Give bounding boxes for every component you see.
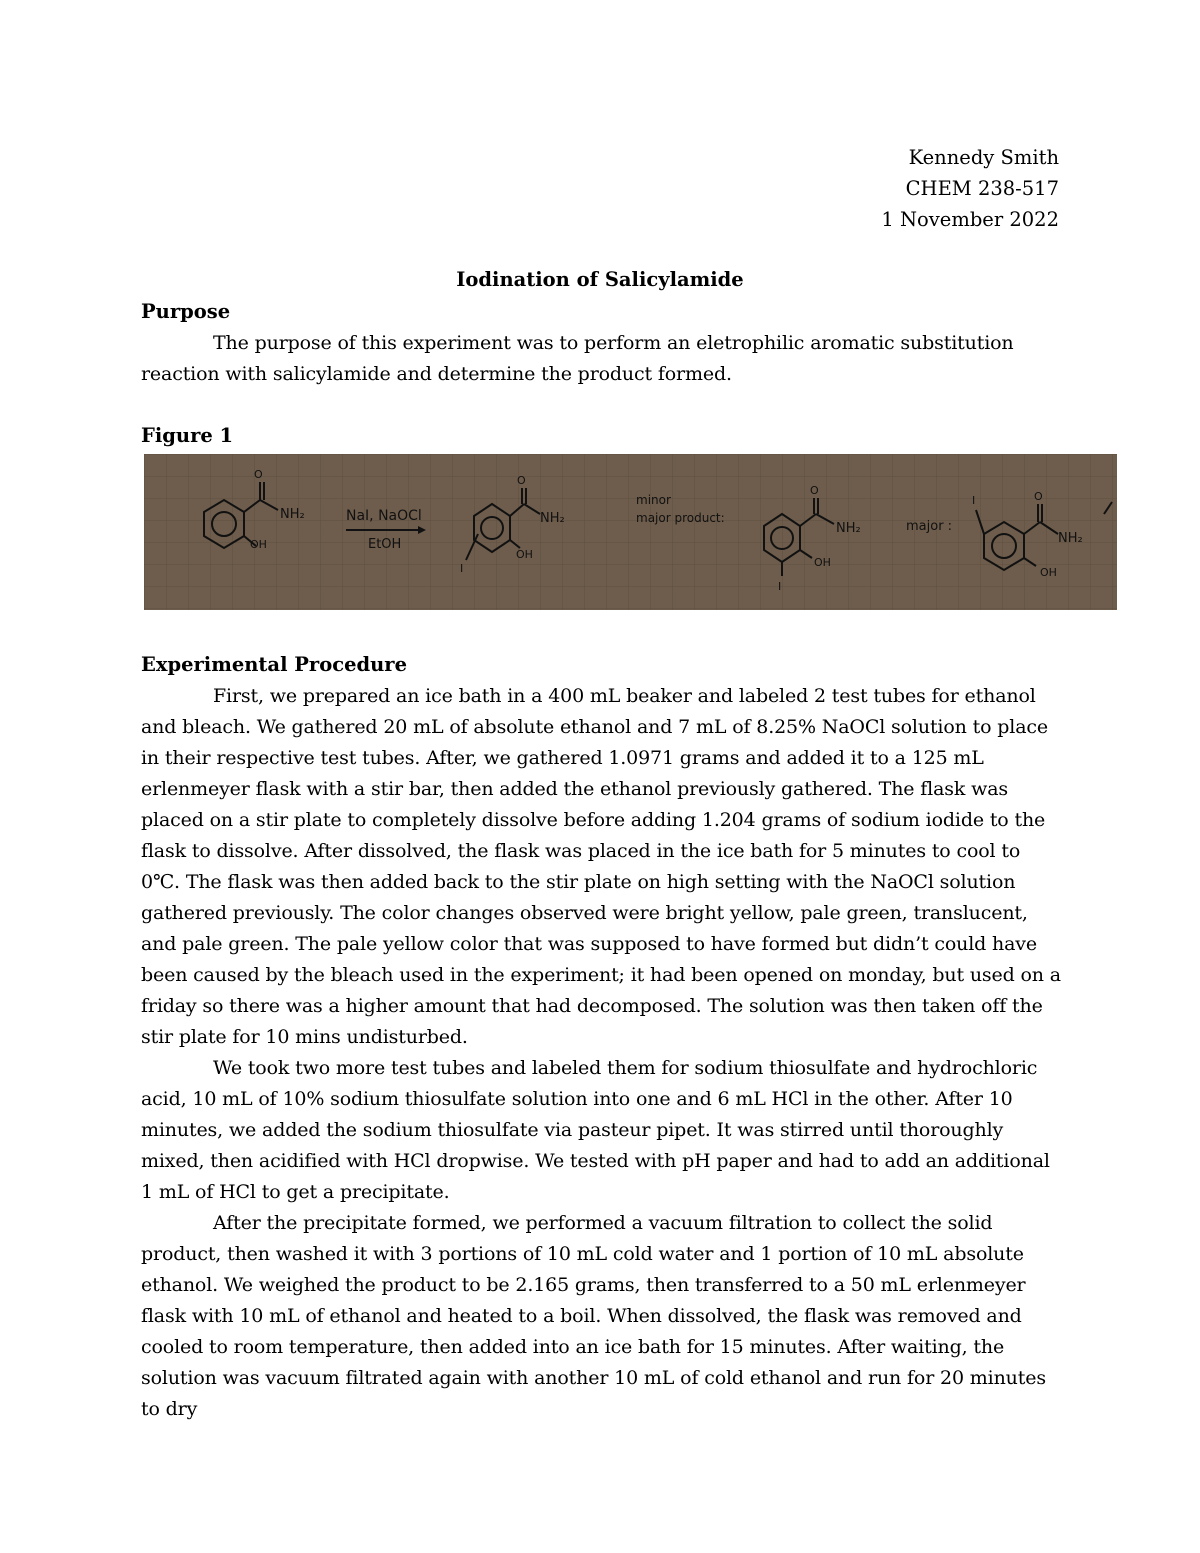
solvent-label: EtOH — [368, 537, 402, 552]
minor-i-label: I — [778, 580, 782, 593]
major-i-label: I — [972, 494, 976, 507]
mol1-o-label: O — [254, 468, 263, 481]
minor-product-label: major product: — [636, 511, 725, 525]
mol2-o-label: O — [517, 474, 526, 487]
mol1-oh-label: OH — [250, 538, 267, 551]
procedure-paragraph-3: After the precipitate formed, we performed a vacuum filtration to collect the solid product, then washed it with 3 portions of 10 mL cold water and 1 portion of 10 mL absolute ethanol. We weighed the product to be 2.165 grams, then transferred to a 50 mL erlenmeyer flask with 10 mL of ethanol and heated to a boil. When dissolved, the flask was removed and cooled to room temperature, then added into an ice bath for 15 minutes. After waiting, the solution was vacuum filtrated again with another 10 mL of cold ethanol and run for 20 minutes to dry — [141, 1212, 1046, 1420]
major-o-label: O — [1034, 490, 1043, 503]
minor-oh-label: OH — [814, 556, 831, 569]
procedure-paragraph-1: First, we prepared an ice bath in a 400 mL beaker and labeled 2 test tubes for ethanol and bleach. We gathered 20 mL of absolute ethanol and 7 mL of 8.25% NaOCl solution to place in their respective test tubes. After, we gathered 1.0971 grams and added it to a 125 mL erlenmeyer flask with a stir bar, then added the ethanol previously gathered. The flask was placed on a stir plate to completely dissolve before adding 1.204 grams of sodium iodide to the flask to dissolve. After dissolved, the flask was placed in the ice bath for 5 minutes to cool to 0℃. The flask was then added back to the stir plate on high setting with the NaOCl solution gathered previously. The color changes observed were bright yellow, pale green, translucent, and pale green. The pale yellow color that was supposed to have formed but didn’t could have been caused by the bleach used in the experiment; it had been opened on monday, but used on a friday so there was a higher amount that had decomposed. The solution was then taken off the stir plate for 10 mins undisturbed. — [141, 685, 1061, 1048]
procedure-text — [141, 681, 1061, 1425]
header-block — [881, 142, 1059, 235]
mol1-nh2-label: NH₂ — [280, 507, 305, 522]
major-oh-label: OH — [1040, 566, 1057, 579]
mol2-i-label: I — [460, 562, 464, 575]
purpose-text — [141, 328, 1061, 390]
report-date: 1 November 2022 — [881, 208, 1059, 231]
reagents-label: NaI, NaOCl — [346, 508, 422, 524]
course-code: CHEM 238-517 — [905, 177, 1059, 200]
author-name: Kennedy Smith — [908, 146, 1059, 169]
minor-label: minor — [636, 493, 671, 507]
reaction-scheme-drawing — [144, 454, 1117, 610]
procedure-paragraph-2: We took two more test tubes and labeled them for sodium thiosulfate and hydrochloric acid, 10 mL of 10% sodium thiosulfate solution into one and 6 mL HCl in the other. After 10 minutes, we added the sodium thiosulfate via pasteur pipet. It was stirred until thoroughly mixed, then acidified with HCl dropwise. We tested with pH paper and had to add an additional 1 mL of HCl to get a precipitate. — [141, 1057, 1050, 1203]
purpose-paragraph: The purpose of this experiment was to perform an eletrophilic aromatic substitution reaction with salicylamide and determine the product formed. — [141, 332, 1014, 385]
mol2-nh2-label: NH₂ — [540, 511, 565, 526]
reaction-scheme-photo — [144, 454, 1117, 610]
mol2-oh-label: OH — [516, 548, 533, 561]
procedure-heading: Experimental Procedure — [141, 653, 407, 676]
major-nh2-label: NH₂ — [1058, 531, 1083, 546]
minor-nh2-label: NH₂ — [836, 521, 861, 536]
figure-heading: Figure 1 — [141, 424, 234, 447]
minor-o-label: O — [810, 484, 819, 497]
document-title: Iodination of Salicylamide — [456, 268, 744, 291]
purpose-heading: Purpose — [141, 300, 231, 323]
major-label: major : — [906, 519, 953, 534]
